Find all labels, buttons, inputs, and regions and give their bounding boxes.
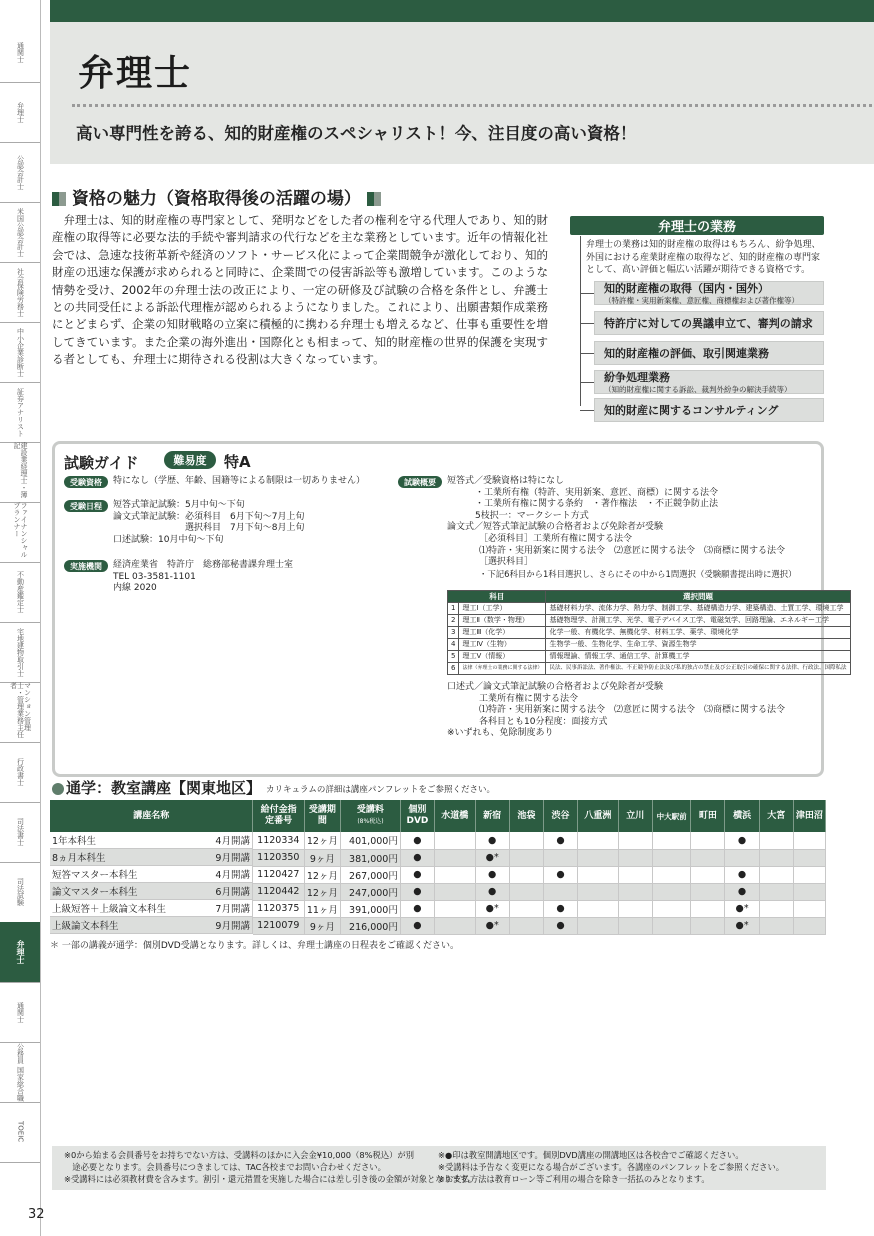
course-mark: ● [400, 849, 434, 866]
course-col-header [578, 800, 619, 832]
course-mark [793, 866, 825, 883]
side-tab-label: 不動産鑑定士 [16, 571, 25, 613]
course-mark: ●* [475, 900, 509, 917]
note-line: ※●印は教室開講地区です。個別DVD講座の開講地区は各校舎でご確認ください。 [438, 1150, 744, 1160]
course-name-cell [50, 866, 253, 883]
subject-cell: 理工Ⅳ（生物） [459, 639, 546, 651]
overview-line: ・工業所有権（特許、実用新案、意匠、商標）に関する法令 [475, 487, 719, 498]
course-fee: 401,000円 [341, 832, 401, 849]
subject-row [448, 615, 851, 627]
course-mark [435, 917, 476, 934]
course-mark: ● [543, 866, 577, 883]
course-mark: ● [400, 883, 434, 900]
course-mark [652, 883, 690, 900]
course-name-cell [50, 900, 253, 917]
course-row [50, 917, 826, 934]
side-tab[interactable] [0, 202, 40, 263]
exam-guide-title: 試験ガイド [64, 454, 139, 472]
course-col-label: 給付金指定番号 [260, 805, 297, 826]
course-mark [691, 900, 725, 917]
course-fee: 267,000円 [341, 866, 401, 883]
org-line: 内線 2020 [113, 583, 157, 594]
side-tab[interactable] [0, 382, 40, 443]
course-mark [793, 883, 825, 900]
side-tab-label: 宅地建物取引士 [16, 627, 25, 677]
course-col-label: 新宿 [483, 810, 502, 821]
course-mark: ● [475, 832, 509, 849]
course-col-header [50, 800, 253, 832]
course-name: 論文マスター本科生 [52, 887, 138, 898]
dotted-divider [72, 104, 872, 107]
overview-line: ［選択科目］ [479, 557, 534, 568]
side-tab-label: 公務員 国家総合職 [16, 1042, 25, 1102]
side-tab[interactable] [0, 562, 40, 623]
course-mark [435, 900, 476, 917]
schedule-line: 選択科目 7月下旬〜8月上旬 [113, 523, 305, 534]
course-mark: ● [400, 900, 434, 917]
course-col-header [304, 800, 340, 832]
course-mark [725, 849, 759, 866]
course-mark [691, 849, 725, 866]
course-mark [578, 832, 619, 849]
course-name-cell [50, 849, 253, 866]
course-mark [435, 849, 476, 866]
course-name: 8ヵ月本科生 [52, 853, 106, 864]
side-tab-label: 弁理士 [16, 101, 25, 123]
org-line: 経済産業省 特許庁 総務部秘書課弁理士室 [113, 560, 294, 570]
difficulty-badge: 難易度 [164, 451, 216, 469]
subject-cell: 理工Ⅴ（情報） [459, 651, 546, 663]
subject-header-topics: 選択問題 [546, 591, 850, 603]
course-mark [691, 832, 725, 849]
course-mark [652, 832, 690, 849]
business-description: 弁理士の業務は知的財産権の取得はもちろん、紛争処理、外国における産業財産権の取得など、知的財産権の専門家として、高い評価と幅広い活躍が期待できる資格です。 [586, 240, 821, 276]
course-mark [543, 883, 577, 900]
qualification-badge: 受験資格 [64, 476, 108, 488]
overview-line: ［必須科目］工業所有権に関する法令 [479, 533, 633, 544]
side-tab-label: 社会保険労務士 [16, 267, 25, 317]
subject-row [448, 603, 851, 615]
course-heading [52, 777, 261, 798]
course-col-header [475, 800, 509, 832]
course-fee: 247,000円 [341, 883, 401, 900]
business-connector [580, 323, 594, 324]
side-tab-label: 公認会計士 [16, 154, 25, 190]
course-mark [793, 900, 825, 917]
course-mark [759, 900, 793, 917]
course-name-cell [50, 832, 253, 849]
course-name-cell [50, 883, 253, 900]
side-tab-label: 司法書士 [16, 818, 25, 846]
course-col-label: 八重洲 [584, 810, 612, 821]
subject-table [447, 590, 851, 675]
course-mark [509, 917, 543, 934]
course-col-header [253, 800, 304, 832]
course-mark [435, 883, 476, 900]
subject-cell: 生物学一般、生物化学、生命工学、資源生物学 [546, 639, 850, 651]
subject-cell: 理工Ⅲ（化学） [459, 627, 546, 639]
course-table-header [50, 800, 826, 832]
course-mark [618, 900, 652, 917]
course-mark: ●* [725, 900, 759, 917]
side-tab-label: 通関士 [16, 1001, 25, 1023]
course-col-label: 町田 [698, 810, 717, 821]
overview-line: ・工業所有権に関する条約 ・著作権法 ・不正競争防止法 [475, 499, 719, 510]
overview-line: 論文式／短答式筆記試験の合格者および免除者が受験 [447, 522, 664, 533]
course-mark: ●* [725, 917, 759, 934]
notes-left [64, 1149, 476, 1185]
course-mark: ● [543, 832, 577, 849]
subject-row [448, 627, 851, 639]
course-mark [759, 832, 793, 849]
business-item-label: 特許庁に対しての異議申立て、審判の請求 [604, 317, 813, 330]
side-tab[interactable] [0, 742, 40, 803]
subject-cell: 5 [448, 651, 459, 663]
side-tab[interactable] [0, 862, 40, 923]
org-badge: 実施機関 [64, 560, 108, 572]
course-mark [509, 832, 543, 849]
business-connector [580, 382, 594, 383]
note-line: ※お支払方法は教育ローン等ご利用の場合を除き一括払のみとなります。 [438, 1174, 710, 1184]
note-line: ※受講料は予告なく変更になる場合がございます。各講座のパンフレットをご参照ください。 [438, 1162, 785, 1172]
overview-top [447, 476, 817, 580]
note-line: ※0から始まる会員番号をお持ちでない方は、受講料のほかに入会金¥10,000（8%税込）が別 [64, 1150, 415, 1160]
overview-line: ※いずれも、免除制度あり [447, 728, 554, 739]
bullet-icon [52, 783, 64, 795]
overview-line: 5枝択一：マークシート方式 [475, 510, 589, 521]
course-mark [759, 866, 793, 883]
side-tab[interactable] [0, 1042, 40, 1103]
course-col-header [793, 800, 825, 832]
course-mark [759, 883, 793, 900]
page-number: 32 [28, 1207, 45, 1222]
schedule-line: 口述試験：10月中旬〜下旬 [113, 534, 224, 545]
course-col-header [691, 800, 725, 832]
course-mark [793, 917, 825, 934]
business-connector [580, 353, 594, 354]
course-col-header [435, 800, 476, 832]
course-heading-text: 通学：教室講座【関東地区】 [66, 779, 262, 797]
side-tab[interactable] [0, 1102, 40, 1163]
side-tab[interactable] [0, 802, 40, 863]
course-mark [691, 917, 725, 934]
course-mark: ● [400, 866, 434, 883]
course-table [50, 800, 826, 935]
course-col-label: 水道橋 [441, 810, 469, 821]
course-col-label: 中大駅前 [656, 811, 687, 821]
side-tab[interactable] [0, 142, 40, 203]
course-code: 1120375 [253, 900, 304, 917]
course-code: 1210079 [253, 917, 304, 934]
business-connector-line [580, 236, 581, 406]
course-mark: ● [475, 866, 509, 883]
course-name: 1年本科生 [52, 836, 97, 847]
course-mark: ● [543, 917, 577, 934]
overview-badge: 試験概要 [398, 476, 442, 488]
course-mark: ● [400, 832, 434, 849]
course-col-label: 立川 [626, 810, 645, 821]
side-tab[interactable] [0, 442, 40, 503]
subject-cell: 6 [448, 663, 459, 675]
schedule-list [113, 500, 304, 546]
course-mark [652, 866, 690, 883]
side-tab-label: 建設業経理士・簿記 [13, 442, 28, 498]
business-item [594, 370, 824, 394]
course-mark [759, 849, 793, 866]
course-mark [759, 917, 793, 934]
course-col-label: 渋谷 [551, 810, 570, 821]
course-mark [578, 849, 619, 866]
business-item-sub: （特許権・実用新案権、意匠権、商標権および著作権等） [604, 296, 799, 305]
subject-cell: 情報理論、情報工学、通信工学、計算機工学 [546, 651, 850, 663]
course-col-header [759, 800, 793, 832]
square-icon [52, 192, 66, 206]
business-item [594, 311, 824, 335]
subject-cell: 基礎材料力学、流体力学、熱力学、制御工学、基礎構造力学、建築構造、土質工学、環境工学 [546, 603, 850, 615]
course-col-header [341, 800, 401, 832]
course-mark [793, 832, 825, 849]
course-open: 4月開講 [215, 836, 250, 847]
course-mark: ● [475, 883, 509, 900]
course-name: 上級論文本科生 [52, 921, 119, 932]
course-code: 1120427 [253, 866, 304, 883]
business-item-label: 紛争処理業務 [604, 371, 670, 384]
course-mark: ● [543, 900, 577, 917]
business-item-label: 知的財産権の評価、取引関連業務 [604, 347, 769, 360]
course-mark [509, 849, 543, 866]
course-col-label: 受講期間 [308, 805, 336, 826]
square-icon [367, 192, 381, 206]
business-item-label: 知的財産権の取得（国内・国外） [604, 282, 769, 295]
course-mark: ●* [475, 849, 509, 866]
overview-line: ⑴特許・実用新案に関する法令 ⑵意匠に関する法令 ⑶商標に関する法令 [479, 545, 786, 556]
overview-line: 口述式／論文式筆記試験の合格者および免除者が受験 [447, 682, 664, 692]
side-tab[interactable] [0, 622, 40, 683]
page-subtitle: 高い専門性を誇る、知的財産権のスペシャリスト！今、注目度の高い資格！ [76, 124, 637, 143]
side-tab-label: 証券アナリスト [16, 387, 25, 437]
course-mark: ●* [475, 917, 509, 934]
business-item [594, 398, 824, 422]
business-item-sub: （知的財産権に関する訴訟、裁判外紛争の解決手続等） [604, 385, 792, 394]
course-mark: ● [725, 883, 759, 900]
overview-line: ⑴特許・実用新案に関する法令 ⑵意匠に関する法令 ⑶商標に関する法令 [479, 705, 786, 716]
course-mark [509, 883, 543, 900]
business-item [594, 281, 824, 305]
course-col-header [509, 800, 543, 832]
course-col-label: 池袋 [517, 810, 536, 821]
course-mark: ● [400, 917, 434, 934]
course-mark [578, 900, 619, 917]
subject-row [448, 651, 851, 663]
course-col-header [543, 800, 577, 832]
course-col-label: 津田沼 [795, 810, 823, 821]
subject-row [448, 639, 851, 651]
side-tab-label: 中小企業診断士 [16, 327, 25, 377]
side-tab[interactable] [0, 322, 40, 383]
course-fee: 381,000円 [341, 849, 401, 866]
side-tab-label: 米国公認会計士 [16, 207, 25, 257]
course-mark [435, 832, 476, 849]
course-row [50, 832, 826, 849]
course-period: 12ヶ月 [304, 883, 340, 900]
course-mark [543, 849, 577, 866]
subject-cell: 法律（弁理士の業務に関する法律） [459, 663, 546, 675]
subject-cell: 理工Ⅱ（数学・物理） [459, 615, 546, 627]
overview-line: 工業所有権に関する法令 [479, 693, 579, 704]
side-tab[interactable] [0, 982, 40, 1043]
overview-line: 短答式／受験資格は特になし [447, 476, 565, 486]
schedule-line: 論文式筆記試験：必須科目 6月下旬〜7月上旬 [113, 511, 305, 522]
qualification-text: 特になし（学歴、年齢、国籍等による制限は一切ありません） [113, 476, 366, 486]
difficulty-value: 特A [224, 453, 251, 471]
course-col-label: 個別DVD [406, 805, 429, 826]
course-col-label: 受講料 [356, 805, 384, 815]
course-period: 11ヶ月 [304, 900, 340, 917]
charm-body: 弁理士は、知的財産権の専門家として、発明などをした者の権利を守る代理人であり、知的財産権の取得等に必要な法的手続や審判請求の代行などを主な業務としています。近年の情報化社会では、急速な技術革新や経済のソフト・サービス化によって企業間競争が激化しており、知的財産の迅速な保護が求められると同時に、企業間での侵害訴訟等も激増しています。このような情勢を受け、2002年の弁理士法の改正により、一定の研修及び試験の合格を条件とし、弁護士との共同受任による訴訟代理権が認められるようになりました。これにより、出願書類作成業務にとどまらず、企業の知財戦略の立案に積極的に携わる弁理士も増えるなど、仕事も重要性を増してきています。また企業の海外進出・国際化とも相まって、知的財産権の世界的保護を実現する者としても、弁理士に期待される役割は大きくなっています。 [52, 213, 548, 367]
subject-cell: 理工Ⅰ（工学） [459, 603, 546, 615]
course-code: 1120442 [253, 883, 304, 900]
overview-line: ・下記6科目から1科目選択し、さらにその中から1問選択（受験願書提出時に選択） [479, 568, 797, 579]
course-row [50, 849, 826, 866]
side-tab-label: 弁理士 [16, 940, 25, 964]
overview-line: 各科目とも10分程度：面接方式 [479, 716, 608, 727]
course-col-header [725, 800, 759, 832]
course-code: 1120334 [253, 832, 304, 849]
course-col-header [618, 800, 652, 832]
course-mark [618, 849, 652, 866]
side-tab-label: 行政書士 [16, 758, 25, 786]
subject-cell: 化学一般、有機化学、無機化学、材料工学、薬学、環境化学 [546, 627, 850, 639]
side-tab-label: 通関士 [16, 41, 25, 63]
course-name: 上級短答＋上級論文本科生 [52, 904, 167, 915]
org-line: TEL 03-3581-1101 [113, 571, 196, 582]
side-tab[interactable] [0, 82, 40, 143]
course-note: カリキュラムの詳細は講座パンフレットをご参照ください。 [266, 785, 495, 795]
course-open: 6月開講 [215, 887, 250, 898]
subject-row [448, 663, 851, 675]
subject-table-header [448, 591, 851, 603]
subject-cell: 2 [448, 615, 459, 627]
course-period: 12ヶ月 [304, 866, 340, 883]
course-mark [578, 866, 619, 883]
course-col-label: 横浜 [733, 810, 752, 821]
course-mark [793, 849, 825, 866]
course-col-header [400, 800, 434, 832]
course-mark [618, 866, 652, 883]
course-mark [509, 900, 543, 917]
business-item-label: 知的財産に関するコンサルティング [604, 404, 779, 417]
subject-cell: 基礎物理学、計測工学、光学、電子デバイス工学、電磁気学、回路理論、エネルギー工学 [546, 615, 850, 627]
side-tab[interactable] [0, 922, 40, 983]
top-bar [50, 0, 874, 22]
business-connector [580, 410, 594, 411]
side-tab[interactable] [0, 682, 40, 743]
course-name-cell [50, 917, 253, 934]
side-tab-label: ファイナンシャルプランナー [13, 502, 28, 558]
course-row [50, 883, 826, 900]
side-tab[interactable] [0, 502, 40, 563]
course-mark [652, 849, 690, 866]
course-row [50, 900, 826, 917]
subject-cell: 民法、民事訴訟法、著作権法、不正競争防止法及び私的独占の禁止及び公正取引の確保に関する法律、行政法、国際私法 [546, 663, 850, 675]
page-title: 弁理士 [78, 53, 193, 94]
course-col-header [652, 800, 690, 832]
course-mark: ● [725, 832, 759, 849]
course-mark [652, 917, 690, 934]
note-line: ※受講料には必須教材費を含みます。割引・還元措置を実施した場合には差し引き後の金額が対象となります。 [64, 1174, 477, 1184]
course-open: 9月開講 [215, 853, 250, 864]
course-mark [578, 917, 619, 934]
course-col-label: 大宮 [767, 810, 786, 821]
course-period: 9ヶ月 [304, 849, 340, 866]
note-line: 途必要となります。会員番号につきましては、TAC各校までお問い合わせください。 [64, 1162, 386, 1172]
charm-heading-text: 資格の魅力（資格取得後の活躍の場） [71, 189, 361, 209]
subject-cell: 3 [448, 627, 459, 639]
subject-cell: 1 [448, 603, 459, 615]
course-mark [618, 883, 652, 900]
notes-right [438, 1149, 784, 1185]
course-mark: ● [725, 866, 759, 883]
side-tab[interactable] [0, 262, 40, 323]
course-mark [691, 883, 725, 900]
business-item [594, 341, 824, 365]
side-index [0, 0, 41, 1236]
side-tab-label: マンション管理士・管理業務主任者 [9, 682, 32, 738]
fee-tax-note: (8%税込) [357, 818, 384, 825]
course-fee: 391,000円 [341, 900, 401, 917]
course-code: 1120350 [253, 849, 304, 866]
course-col-label: 講座名称 [133, 810, 170, 821]
schedule-badge: 受験日程 [64, 500, 108, 512]
course-mark [509, 866, 543, 883]
side-tab-label: TOEIC [16, 1121, 25, 1143]
business-heading: 弁理士の業務 [570, 216, 824, 235]
subject-header-name: 科目 [448, 591, 546, 603]
course-fee: 216,000円 [341, 917, 401, 934]
charm-heading [52, 184, 381, 209]
course-mark [618, 917, 652, 934]
course-mark [691, 866, 725, 883]
course-mark [578, 883, 619, 900]
course-row [50, 866, 826, 883]
side-tab[interactable] [0, 22, 40, 83]
business-connector [580, 293, 594, 294]
course-footnote: ＊ 一部の講義が通学：個別DVD受講となります。詳しくは、弁理士講座の日程表をご確認ください。 [50, 941, 460, 951]
course-mark [618, 832, 652, 849]
org-list [113, 560, 293, 595]
course-mark [435, 866, 476, 883]
course-mark [652, 900, 690, 917]
course-name: 短答マスター本科生 [52, 870, 138, 881]
side-tab-label: 司法試験 [16, 878, 25, 906]
subject-cell: 4 [448, 639, 459, 651]
overview-bottom [447, 682, 817, 740]
course-period: 12ヶ月 [304, 832, 340, 849]
course-open: 4月開講 [215, 870, 250, 881]
schedule-line: 短答式筆記試験：5月中旬〜下旬 [113, 500, 245, 510]
course-period: 9ヶ月 [304, 917, 340, 934]
course-open: 9月開講 [215, 921, 250, 932]
course-open: 7月開講 [215, 904, 250, 915]
